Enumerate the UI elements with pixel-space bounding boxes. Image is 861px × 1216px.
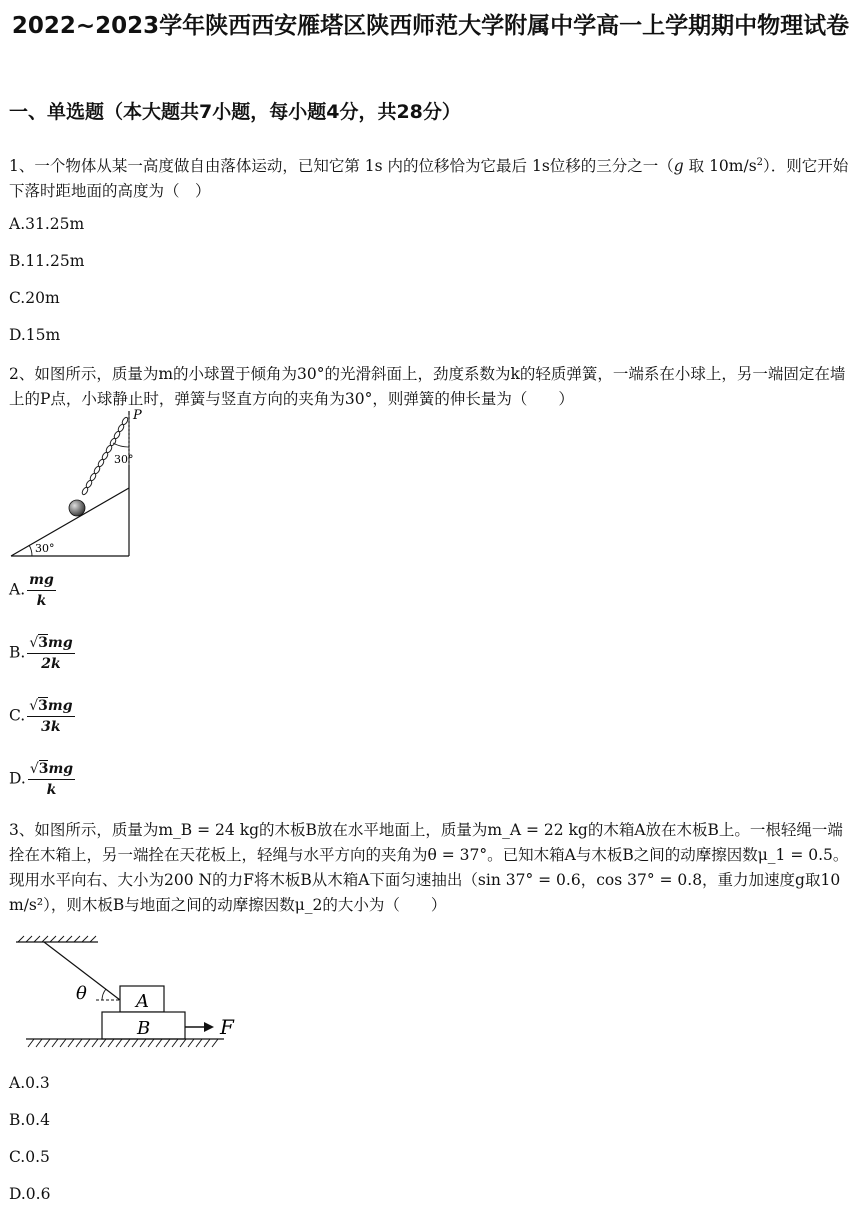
- q2-option-b-letter: B.: [9, 643, 26, 662]
- q2-option-d-letter: D.: [9, 769, 26, 788]
- incline-spring-figure: [8, 405, 158, 560]
- q2-option-d[interactable]: [9, 760, 75, 799]
- q2-option-a[interactable]: [9, 571, 56, 610]
- question-2-text: 2、如图所示，质量为m的小球置于倾角为30°的光滑斜面上，劲度系数为k的轻质弹簧，一端系在小球上，另一端固定在墙上的P点，小球静止时，弹簧与竖直方向的夹角为30°，则弹簧的伸长量为（ ）: [9, 365, 846, 408]
- label-b: B: [137, 1018, 151, 1039]
- q3-option-d[interactable]: D.0.6: [9, 1185, 51, 1203]
- label-f: F: [220, 1015, 234, 1039]
- q1-text-b: 取 10m/s: [683, 157, 757, 176]
- q3-option-c[interactable]: C.0.5: [9, 1148, 50, 1166]
- bottom-angle-label: 30°: [35, 542, 55, 555]
- top-angle-label: 30°: [114, 453, 134, 466]
- q3-option-a[interactable]: A.0.3: [9, 1074, 50, 1092]
- q2-option-d-num: mg: [48, 761, 74, 777]
- q2-option-c-num: mg: [47, 698, 73, 714]
- q2-option-a-letter: A.: [9, 580, 26, 599]
- q1-option-a[interactable]: A.31.25m: [9, 215, 85, 233]
- block-board-figure: [10, 930, 245, 1055]
- page-title: 2022~2023学年陕西西安雁塔区陕西师范大学附属中学高一上学期期中物理试卷: [11, 13, 850, 39]
- q2-option-b-num: mg: [48, 635, 73, 651]
- q1-option-b[interactable]: B.11.25m: [9, 252, 85, 270]
- section-heading: 一、单选题（本大题共7小题，每小题4分，共28分）: [9, 101, 461, 123]
- q2-option-a-den: k: [36, 593, 47, 609]
- q2-option-a-fraction: [27, 571, 56, 610]
- q1-option-d[interactable]: D.15m: [9, 326, 61, 344]
- q1-g: g: [673, 157, 684, 176]
- q1-sup: 2: [756, 157, 764, 168]
- theta-label: θ: [76, 983, 87, 1004]
- q3-option-b[interactable]: B.0.4: [9, 1111, 50, 1129]
- q1-text-a: 1、一个物体从某一高度做自由落体运动，已知它第 1s 内的位移恰为它最后 1s位移的三分之一（: [9, 157, 674, 176]
- force-arrow-icon: [204, 1022, 214, 1032]
- q2-option-b-sqrt: 3: [38, 635, 48, 651]
- q2-option-c-sqrt: 3: [38, 698, 48, 714]
- q2-option-c-fraction: [27, 697, 74, 736]
- ball: [69, 500, 85, 516]
- q2-option-c-den: 3k: [41, 719, 61, 735]
- sqrt-symbol: √: [29, 635, 39, 651]
- question-1-text: [9, 150, 849, 204]
- q2-option-d-fraction: [28, 760, 75, 799]
- q2-option-b[interactable]: [9, 634, 75, 673]
- q2-option-c-letter: C.: [9, 706, 26, 725]
- q2-option-c[interactable]: [9, 697, 75, 736]
- p-label: P: [133, 408, 142, 423]
- q2-option-d-den: k: [46, 782, 57, 798]
- question-3-text: 3、如图所示，质量为m_B = 24 kg的木板B放在水平地面上，质量为m_A = 22 kg的木箱A放在木板B上。一根轻绳一端拴在木箱上，另一端拴在天花板上，轻绳与水平方向的夹角为θ = 37°。已知木箱A与木板B之间的动摩擦因数μ_1 = 0.5。现用水平向右、大小为200 N的力F将木板B从木箱A下面匀速抽出（sin 37° = 0.6，cos 37° = 0.8，重力加速度g取10 m/s²），则木板B与地面之间的动摩擦因数μ_2的大小为（ ）: [9, 821, 849, 914]
- label-a: A: [136, 991, 149, 1012]
- q2-option-d-sqrt: 3: [38, 761, 49, 777]
- sqrt-symbol: √: [29, 698, 39, 714]
- q1-option-c[interactable]: C.20m: [9, 289, 60, 307]
- q2-option-a-num: mg: [27, 571, 56, 591]
- q2-option-b-fraction: [27, 634, 74, 673]
- q1-text-c: ）．则它开始下落时距地面的高度为（ ）: [9, 157, 849, 201]
- sqrt-symbol: √: [29, 761, 39, 777]
- q2-option-b-den: 2k: [41, 656, 61, 672]
